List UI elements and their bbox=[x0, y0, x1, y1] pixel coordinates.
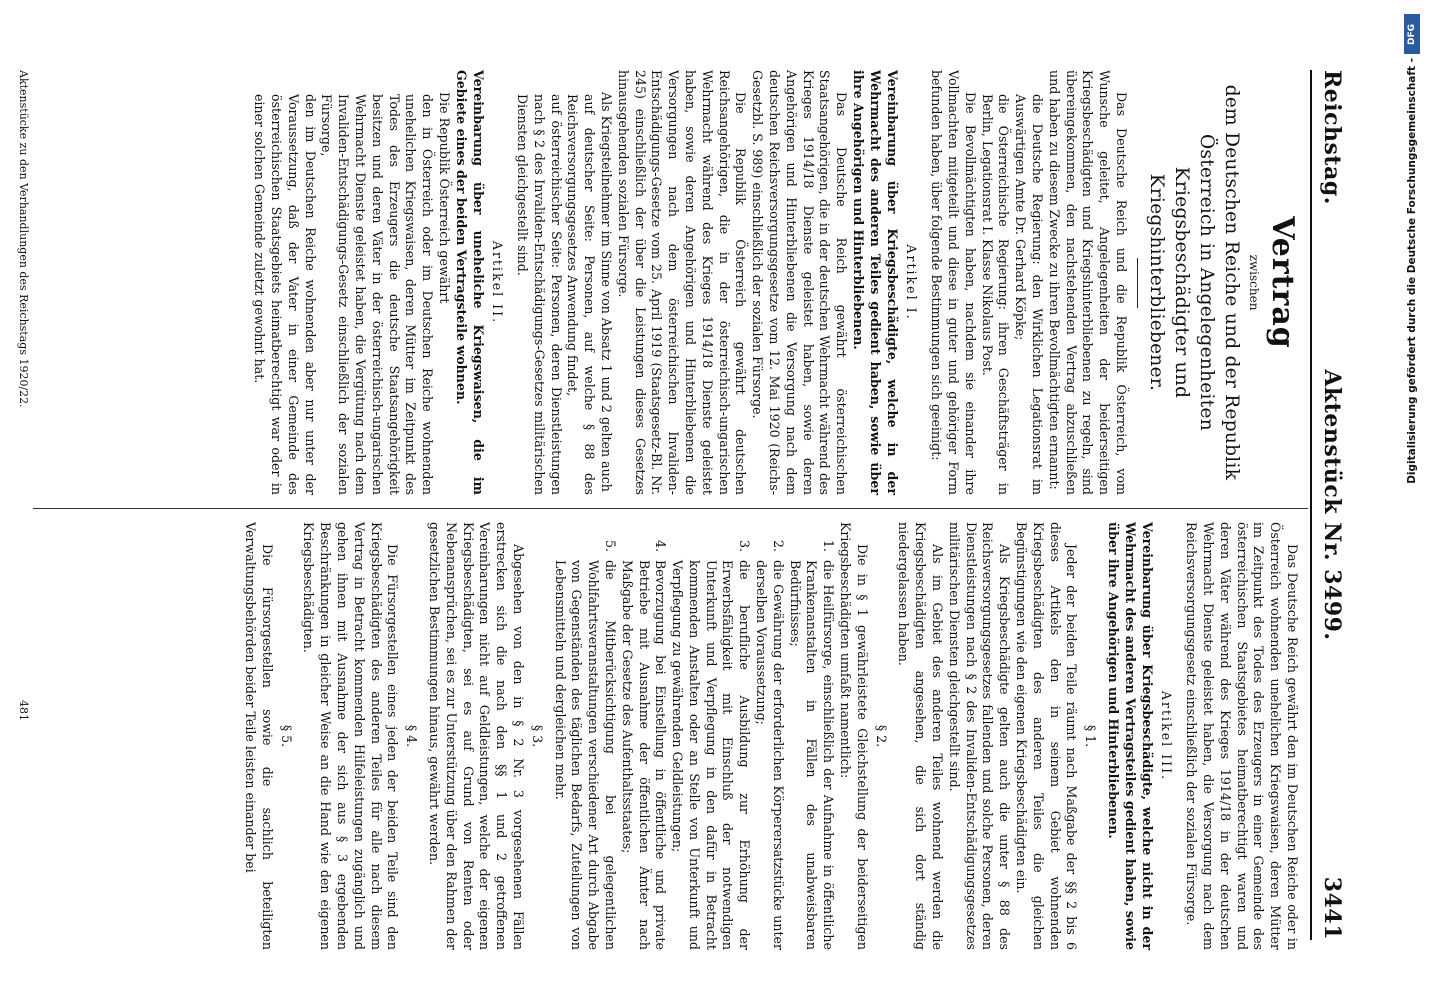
article-3-heading: Artikel III. bbox=[1159, 690, 1175, 782]
list-item: 2. die Gewährung der erforderlichen Körperersatzstücke unter derselben Voraussetzung; bbox=[752, 556, 786, 950]
section-4-heading: § 4. bbox=[404, 724, 420, 748]
article-1-heading: Artikel I. bbox=[904, 244, 920, 321]
list-item: 5. die Mitberücksichtigung bei gelegentlichen Wohlfahrtsveranstaltungen verschiedener Art durch Abgabe von Gegenständen des täglichen Bedarfs, Zuteilungen von Lebensmitteln und dergleichen mehr. bbox=[551, 556, 618, 950]
section-4-paragraph-1: Die Fürsorgestellen eines jeden der beiden Teile sind den Kriegsbeschädigten des anderen Teiles für alle nach diesem Vertrag in Betracht kommenden Hilfeleistungen zugänglich und gehen ihnen mit Ausnahme der sich aus § 3 ergebenden Beschränkungen in gleicher Weise an die Hand wie den eigenen Kriegsbeschädigten. bbox=[301, 522, 401, 950]
section-5-paragraph-1: Die Fürsorgestellen sowie die sachlich beteiligten Verwaltungsbehörden beider Teile leisten einander bei bbox=[242, 522, 275, 950]
list-item: 4. Bevorzugung bei Einstellung in öffentliche und private Betriebe mit Ausnahme der öffentlichen Ämter nach Maßgabe der Gesetze des Aufenthaltsstaates; bbox=[618, 556, 668, 950]
section-3-paragraph-1: Abgesehen von den in § 2 Nr. 3 vorgesehenen Fällen erstrecken sich die nach den §§ 1 und 2 getroffenen Vereinbarungen nicht auf Geldleistungen, welche der eigenen Kriegsbeschädigten, sei es auf Grund von Renten oder Nebenansprüchen, sei es zur Unterstützung über den Rahmen der gesetzlichen Bestimmungen hinaus, gewährt werden. bbox=[426, 522, 526, 950]
envoy-austrian: die Österreichische Regierung: ihren Geschäftsträger in Berlin, Legationsrat I. Klasse Nikolaus Post. bbox=[979, 94, 1012, 495]
subtitle-small: zwischen bbox=[1247, 254, 1261, 311]
section-2-heading: § 2. bbox=[873, 724, 889, 748]
dfg-logo-icon: DFG bbox=[1404, 14, 1420, 54]
subtitle-big: dem Deutschen Reiche und der Republik Österreich in Angelegenheiten Kriegsbeschädigter und Kriegshinterbliebener. bbox=[1146, 84, 1242, 481]
page-number-bottom: 481 bbox=[17, 700, 30, 721]
article-2-title: Vereinbarung über uneheliche Kriegswaisen, die im Gebiete eines der beiden Vertragsteile wohnen. bbox=[453, 70, 486, 495]
section-3-heading: § 3. bbox=[529, 724, 545, 748]
header-center: Aktenstück Nr. 3499. bbox=[1319, 369, 1345, 641]
page-number-top: 3441 bbox=[1319, 876, 1345, 940]
document-title: Vertrag bbox=[1265, 216, 1300, 349]
header-left: Reichstag. bbox=[1319, 70, 1345, 205]
right-column bbox=[241, 522, 1300, 950]
article-1-german-side: auf deutscher Seite: Personen, auf welche § 88 des Reichsversorgungsgesetzes Anwendung findet, bbox=[565, 94, 598, 495]
left-column bbox=[250, 70, 1300, 495]
article-2-paragraph-2: den in Österreich oder im Deutschen Reiche wohnenden unehelichen Kriegswaisen, deren Mütter im Zeitpunkt des Todes des Erzeugers die deutsche Staatsangehörigkeit besitzen und deren Väter in der österreichisch-ungarischen Wehrmacht Dienste geleistet haben, die Vergütung nach dem Invaliden-Entschädigungs-Gesetz einschließlich der sozialen Fürsorge, bbox=[319, 94, 436, 495]
intro-paragraph: Das Deutsche Reich und die Republik Österreich, vom Wunsche geleitet, Angelegenheiten der beiderseitigen Kriegsbeschädigten und Kriegshinterbliebenen zu regeln, sind übereingekommen, den nachstehenden Vertrag abzuschließen und haben zu diesem Zwecke zu ihren Bevollmächtigten ernannt: bbox=[1046, 70, 1129, 495]
title-rule bbox=[1137, 258, 1138, 308]
digitization-text: Digitalisierung gefördert durch die Deutsche Forschungsgemeinschaft - bbox=[1406, 58, 1418, 484]
digitization-note bbox=[1396, 8, 1432, 998]
column-divider bbox=[33, 508, 1308, 509]
article-2-heading: Artikel II. bbox=[490, 240, 506, 325]
footer-note: Aktenstücke zu den Verhandlungen des Reichstags 1920/22. bbox=[17, 70, 30, 408]
envoy-german: die Deutsche Regierung: den Wirklichen Legationsrat im Auswärtigen Amte Dr. Gerhard Köpke; bbox=[1013, 94, 1046, 495]
header-rule bbox=[1310, 70, 1312, 940]
article-1-paragraph-3: Als Kriegsteilnehmer im Sinne von Absatz 1 und 2 gelten auch bbox=[599, 92, 615, 492]
article-1-austrian-side: auf österreichischer Seite: Personen, deren Dienstleistungen nach § 2 des Invaliden-Entschädigungs-Gesetzes militärischen Diensten gleichgestellt sind. bbox=[515, 94, 564, 495]
section-2-list bbox=[551, 522, 837, 950]
page-header bbox=[1315, 70, 1345, 940]
right-intro-paragraph: Das Deutsche Reich gewährt den im Deutschen Reiche oder in Österreich wohnenden unehelichen Kriegswaisen, deren Mütter im Zeitpunkt des Todes des Erzeugers in einer Gemeinde des österreichischen Staatsgebietes heimatberechtigt waren und deren Väter während des Krieges 1914/18 in der deutschen Wehrmacht Dienste geleistet haben, die Versorgung nach dem Reichsversorgungsgesetz einschließlich der sozialen Fürsorge. bbox=[1184, 522, 1300, 950]
section-1-heading: § 1. bbox=[1083, 724, 1099, 748]
article-2-paragraph-1: Die Republik Österreich gewährt bbox=[436, 92, 452, 304]
article-2-paragraph-3: den im Deutschen Reiche wohnenden aber nur unter der Voraussetzung, daß der Vater in einer Gemeinde des österreichischen Staatsgebiets heimatberechtigt war oder in einer solchen Gemeinde zuletzt gewohnt hat. bbox=[252, 94, 318, 495]
section-1-paragraph-1: Jeder der beiden Teile räumt nach Maßgabe der §§ 2 bis 6 dieses Artikels den in seinem Gebiet wohnenden Kriegsbeschädigten des anderen Teiles die gleichen Begünstigungen wie den eigenen Kriegsbeschädigten ein. bbox=[1014, 522, 1080, 950]
section-5-heading: § 5. bbox=[278, 724, 294, 748]
section-1-paragraph-3: Als im Gebiet des anderen Teiles wohnend werden die Kriegsbeschädigten angesehen, die sich dort ständig niedergelassen haben. bbox=[896, 522, 946, 950]
section-1-paragraph-2: Als Kriegsbeschädigte gelten auch die unter § 88 des Reichsversorgungsgesetzes fallenden und solche Personen, deren Dienstleistungen nach § 2 des Invaliden-Entschädigungsgesetzes militärischen Diensten gleichgestellt sind. bbox=[946, 522, 1013, 950]
section-2-paragraph-1: Die in § 1 gewährleistete Gleichstellung der beiderseitigen Kriegsbeschädigten umfaßt namentlich: bbox=[838, 522, 870, 950]
powers-paragraph: Die Bevollmächtigten haben, nachdem sie einander ihre Vollmachten mitgeteilt und diese in guter und gehöriger Form befunden haben, über folgende Bestimmungen sich geeinigt: bbox=[929, 70, 978, 495]
list-item: 1. die Heilfürsorge, einschließlich der Aufnahme in öffentliche Krankenanstalten in Fällen des unabweisbaren Bedürfnisses; bbox=[786, 556, 836, 950]
article-1-title: Vereinbarung über Kriegsbeschädigte, welche in der Wehrmacht des anderen Teiles gedient haben, sowie über ihre Angehörigen und Hinterbliebenen. bbox=[851, 70, 900, 495]
article-1-paragraph-2: Die Republik Österreich gewährt deutschen Reichsangehörigen, die in der österreichisch-ungarischen Wehrmacht während des Krieges 1914/18 Dienste geleistet haben, sowie deren Angehörigen und Hinterbliebenen die Versorgungen nach dem österreichischen Invaliden-Entschädigungs-Gesetze vom 25. April 1919 (Staatsgesetz-Bl. Nr. 245) einschließlich der über die Leistungen dieses Gesetzes hinausgehenden sozialen Fürsorge. bbox=[615, 70, 749, 495]
list-item: 3. die berufliche Ausbildung zur Erhöhung der Erwerbsfähigkeit mit Einschluß der notwendigen Unterkunft und Verpflegung in den dafür in Betracht kommenden Anstalten oder an Stelle von Unterkunft und Verpflegung zu gewährenden Geldleistungen; bbox=[668, 556, 752, 950]
article-1-paragraph-1: Das Deutsche Reich gewährt österreichischen Staatsangehörigen, die in der deutschen Wehrmacht während des Krieges 1914/18 Dienste geleistet haben, sowie deren Angehörigen und Hinterbliebenen die Versorgung nach dem deutschen Reichsversorgungsgesetze vom 12. Mai 1920 (Reichs-Gesetzbl. S. 989) einschließlich der sozialen Fürsorge. bbox=[750, 70, 850, 495]
article-3-title: Vereinbarung über Kriegsbeschädigte, welche nicht in der Wehrmacht des anderen Vertragsteiles gedient haben, sowie über ihre Angehörigen und Hinterbliebenen. bbox=[1106, 522, 1155, 950]
